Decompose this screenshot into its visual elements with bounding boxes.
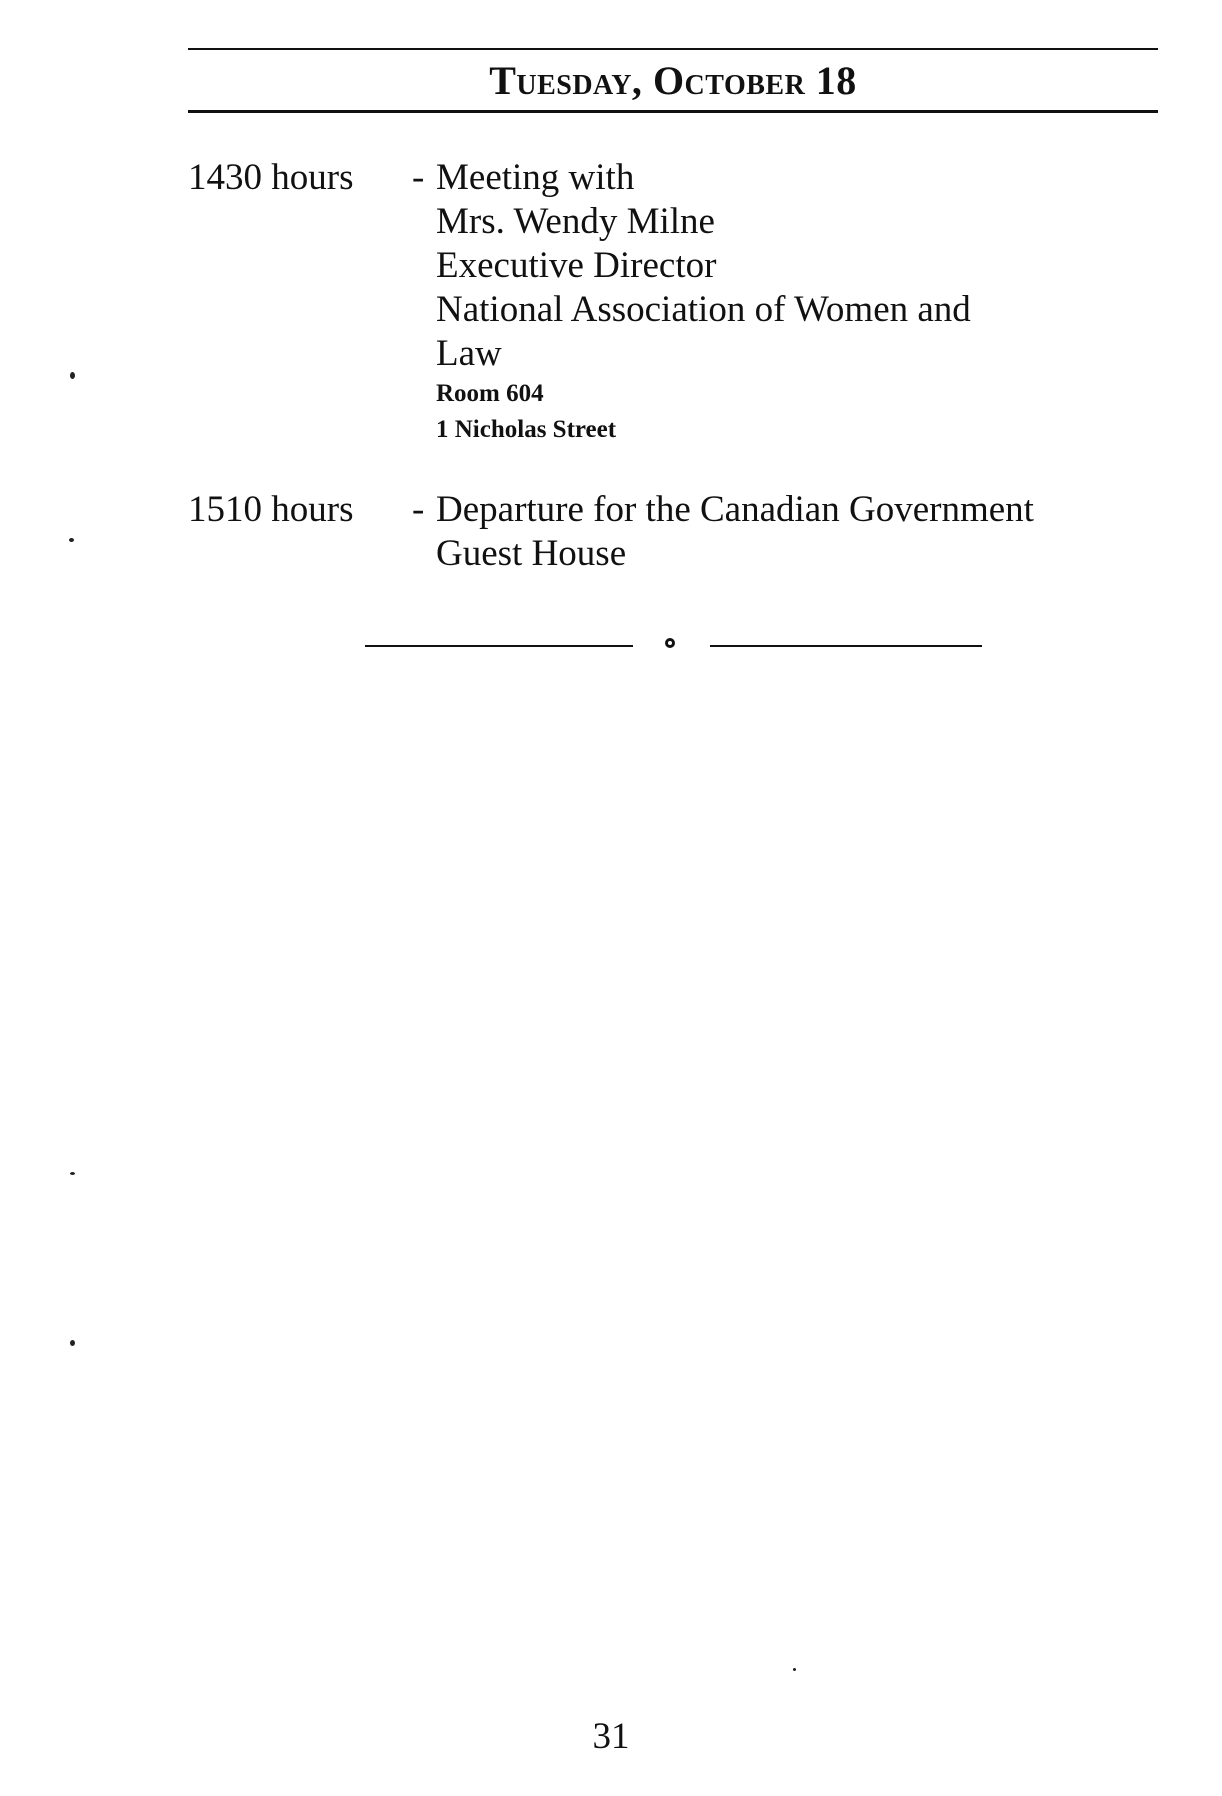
scan-speck xyxy=(793,1668,796,1671)
entry-line: Executive Director xyxy=(436,245,717,286)
entry-line: Departure for the Canadian Government xyxy=(436,489,1034,530)
page-number: 31 xyxy=(592,1716,630,1757)
entry-line: Guest House xyxy=(436,533,627,574)
divider-line-right xyxy=(710,645,982,647)
entry-line: Law xyxy=(436,333,502,374)
entry-description xyxy=(436,488,1156,576)
scan-speck xyxy=(70,1340,75,1346)
entry-dash: - xyxy=(412,157,425,198)
heading-month: October xyxy=(652,58,806,103)
header-bottom-rule xyxy=(188,110,1158,113)
divider-ornament-icon xyxy=(665,638,675,648)
entry-description xyxy=(436,156,1156,448)
entry-time: 1430 hours xyxy=(188,157,354,198)
entry-time: 1510 hours xyxy=(188,489,354,530)
scan-speck xyxy=(70,1172,75,1175)
scan-speck xyxy=(69,538,74,542)
heading-day: Tuesday, xyxy=(489,58,643,103)
entry-line: Mrs. Wendy Milne xyxy=(436,201,715,242)
scan-speck xyxy=(70,372,75,379)
entry-dash: - xyxy=(412,489,425,530)
section-divider xyxy=(365,636,985,656)
entry-location-room: Room 604 xyxy=(436,380,544,407)
header-top-rule xyxy=(188,48,1158,50)
heading-date: 18 xyxy=(815,58,857,103)
entry-line: Meeting with xyxy=(436,157,635,198)
divider-line-left xyxy=(365,645,633,647)
entry-line: National Association of Women and xyxy=(436,289,971,330)
page-heading xyxy=(188,56,1158,106)
entry-location-street: 1 Nicholas Street xyxy=(436,416,617,443)
